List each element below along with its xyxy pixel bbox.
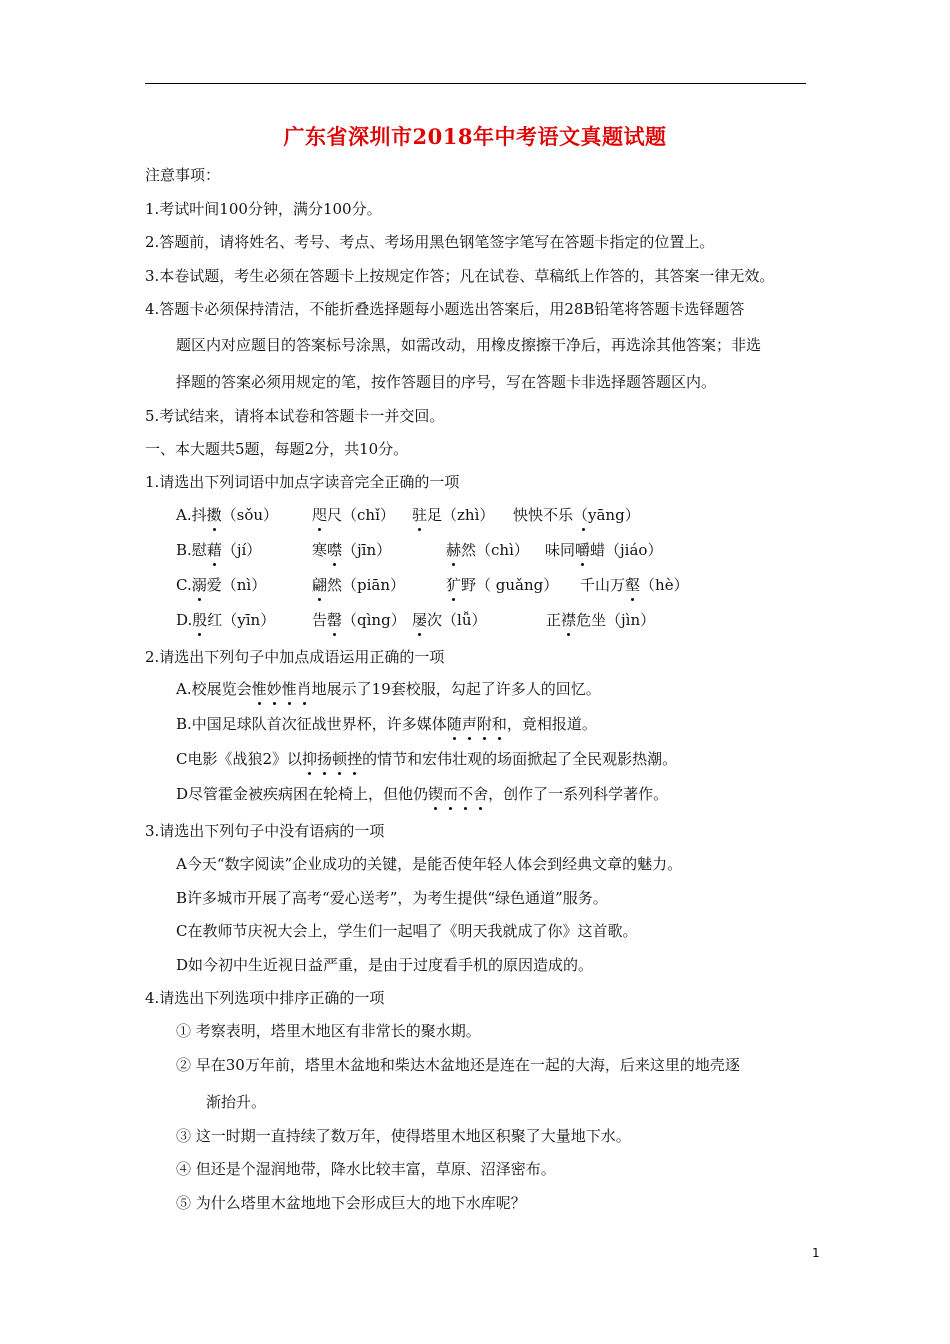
page-title: 广东省深圳市2018年中考语文真题试题 [283,124,667,149]
page-number: 1 [812,1246,820,1260]
q1-option-d: D.殷红（yīn） 告罄（qìng） 屡次（lǚ） 正襟危坐（jìn） [176,611,656,629]
q3-option-b: B许多城市开展了高考“爱心送考”，为考生提供“绿色通道”服务。 [176,889,608,907]
q1-option-b: B.慰藉（jí） 寒噤（jīn） 赫然（chì） 味同嚼蜡（jiáo） [176,541,663,559]
q3-option-d: D如今初中生近视日益严重，是由于过度看手机的原因造成的。 [176,956,594,974]
q3-option-c: C在教师节庆祝大会上，学生们一起唱了《明天我就成了你》这首歌。 [176,922,638,940]
q1-option-a: A.抖擞（sǒu） 咫尺（chǐ） 驻足（zhì） 怏怏不乐（yāng） [176,506,640,524]
q2-option-a: A.校展览会惟妙惟肖地展示了19套校服，勾起了许多人的回忆。 [176,680,601,698]
q4-stem: 4.请选出下列选项中排序正确的一项 [145,989,385,1007]
q4-item-2: ② 早在30万年前，塔里木盆地和柴达木盆地还是连在一起的大海，后来这里的地壳逐 [176,1056,740,1074]
notice-item-4: 4.答题卡必须保持清洁，不能折叠选择题每小题选出答案后，用28B铅笔将答题卡选铎题答 [145,300,745,318]
q1-option-c: C.溺爱（nì） 翩然（piān） 犷野（ guǎng） 千山万壑（hè） [176,576,689,594]
notice-item-5: 5.考试结来，请将本试卷和答题卡一并交回。 [145,407,445,425]
q2-stem: 2.请选出下列句子中加点成语运用正确的一项 [145,648,445,666]
notice-heading: 注意事项： [145,166,221,184]
q2-option-b: B.中国足球队首次征战世界杯，许多媒体随声附和，竟相报道。 [176,715,597,733]
q1-stem: 1.请选出下列词语中加点字读音完全正确的一项 [145,473,460,491]
q2-option-c: C电影《战狼2》以抑扬顿挫的情节和宏伟壮观的场面掀起了全民观影热潮。 [176,750,678,768]
q4-item-3: ③ 这一时期一直持续了数万年，使得塔里木地区积聚了大量地下水。 [176,1127,631,1145]
section-heading: 一、本大题共5题，每题2分，共10分。 [145,440,409,458]
q4-item-1: ① 考察表明，塔里木地区有非常长的聚水期。 [176,1022,481,1040]
notice-item-2: 2.答题前，请将姓名、考号、考点、考场用黑色钢笔签字笔写在答题卡指定的位置上。 [145,233,715,251]
q4-item-4: ④ 但还是个湿润地带，降水比较丰富，草原、沼泽密布。 [176,1160,556,1178]
q3-option-a: A今天“数字阅读”企业成功的关键，是能否使年轻人体会到经典文章的魅力。 [176,855,683,873]
notice-item-1: 1.考试叶间100分钟，满分100分。 [145,200,382,218]
q4-item-5: ⑤ 为什么塔里木盆地地下会形成巨大的地下水库呢？ [176,1194,526,1212]
q3-stem: 3.请选出下列句子中没有语病的一项 [145,822,385,840]
notice-item-3: 3.本卷试题，考生必须在答题卡上按规定作答；凡在试卷、草稿纸上作答的，其答案一律无效。 [145,267,775,285]
header-rule [145,83,806,84]
q2-option-d: D尽管霍金被疾病困在轮椅上，但他仍锲而不舍，创作了一系列科学著作。 [176,785,669,803]
notice-item-4-cont1: 题区内对应题目的答案标号涂黑，如需改动，用橡皮擦擦干净后，再选涂其他答案；非选 [176,336,762,354]
notice-item-4-cont2: 择题的答案必须用规定的笔，按作答题目的序号，写在答题卡非选择题答题区内。 [176,373,717,391]
q4-item-2-cont: 渐抬升。 [206,1093,267,1111]
